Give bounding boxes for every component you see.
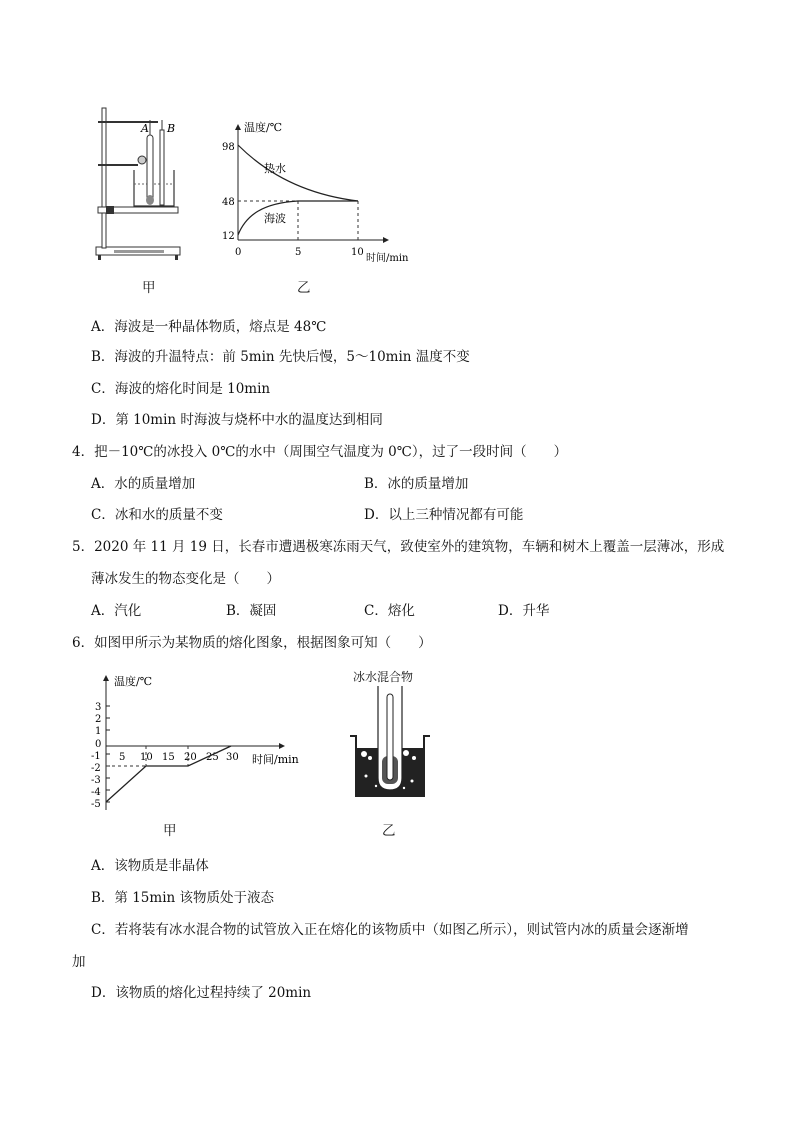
- y-tick-neg2: -2: [91, 763, 101, 774]
- x-axis-label: 时间/min: [366, 253, 409, 264]
- q6-beaker-caption: 乙: [382, 823, 396, 839]
- apparatus-caption: 甲: [142, 280, 156, 296]
- q4-stem: 4．把－10℃的冰投入 0℃的水中（周围空气温度为 0℃），过了一段时间（ ）: [72, 444, 568, 460]
- hypo-label: 海波: [264, 212, 286, 225]
- q4-option-d: D．以上三种情况都有可能: [364, 507, 524, 523]
- q6-beaker-figure: [346, 686, 436, 811]
- y-tick-neg4: -4: [91, 787, 101, 798]
- x-axis-label: 时间/min: [252, 753, 299, 766]
- x-tick-5: 5: [295, 247, 302, 258]
- y-tick-0: 0: [95, 739, 102, 750]
- y-tick-neg5: -5: [91, 799, 101, 810]
- x-tick-10: 10: [351, 247, 364, 258]
- melting-graph: [88, 668, 318, 818]
- y-tick-3: 3: [95, 702, 102, 713]
- x-tick-15: 15: [162, 752, 175, 763]
- y-axis-label: 温度/℃: [114, 675, 153, 688]
- beaker-label: 冰水混合物: [353, 670, 414, 684]
- q6-stem: 6．如图甲所示为某物质的熔化图象，根据图象可知（ ）: [72, 635, 432, 651]
- label-a: A: [141, 122, 149, 135]
- hypo-curve: [238, 201, 358, 235]
- q6-option-a: A．该物质是非晶体: [91, 858, 209, 874]
- q6-option-c: C．若将装有冰水混合物的试管放入正在熔化的该物质中（如图乙所示），则试管内冰的质量会逐渐增: [91, 922, 689, 938]
- hot-water-curve: [238, 145, 358, 201]
- x-tick-20: 20: [184, 752, 197, 763]
- x-tick-5: 5: [119, 752, 126, 763]
- hot-water-label: 热水: [264, 162, 286, 175]
- q5-option-a: A．汽化: [91, 603, 142, 619]
- x-tick-25: 25: [206, 752, 219, 763]
- q5-stem-line2: 薄冰发生的物态变化是（ ）: [91, 571, 280, 587]
- q6-option-c-cont: 加: [72, 954, 86, 970]
- heating-graph: [218, 115, 418, 270]
- apparatus-drawing: [88, 100, 198, 290]
- q6-option-d: D．该物质的熔化过程持续了 20min: [91, 985, 312, 1001]
- y-tick-neg1: -1: [91, 751, 101, 762]
- q5-option-b: B．凝固: [226, 603, 277, 619]
- y-tick-neg3: -3: [91, 775, 101, 786]
- q5-option-d: D．升华: [498, 603, 550, 619]
- q3-option-b: B．海波的升温特点：前 5min 先快后慢，5～10min 温度不变: [91, 349, 470, 365]
- q3-option-d: D．第 10min 时海波与烧杯中水的温度达到相同: [91, 412, 383, 428]
- y-tick-2: 2: [95, 714, 102, 725]
- q6-option-b: B．第 15min 该物质处于液态: [91, 890, 274, 906]
- x-tick-30: 30: [226, 752, 239, 763]
- x-tick-10: 10: [140, 752, 153, 763]
- x-tick-0: 0: [235, 247, 242, 258]
- q6-graph-caption: 甲: [163, 823, 177, 839]
- y-tick-48: 48: [222, 197, 235, 208]
- y-axis-label: 温度/℃: [244, 121, 283, 134]
- q3-option-a: A．海波是一种晶体物质，熔点是 48℃: [91, 319, 327, 335]
- q5-option-c: C．熔化: [364, 603, 415, 619]
- q6-graph-figure: [88, 668, 318, 818]
- graph-caption: 乙: [297, 280, 311, 296]
- q3-option-c: C．海波的熔化时间是 10min: [91, 381, 271, 397]
- y-tick-12: 12: [222, 231, 235, 242]
- label-b: B: [167, 122, 176, 135]
- q3-graph-figure: [218, 115, 418, 270]
- q4-option-c: C．冰和水的质量不变: [91, 507, 223, 523]
- y-tick-1: 1: [95, 726, 102, 737]
- q4-option-b: B．冰的质量增加: [364, 476, 469, 492]
- y-tick-98: 98: [222, 142, 235, 153]
- beaker-drawing: [346, 686, 436, 811]
- q3-apparatus-figure: [88, 100, 198, 290]
- q5-stem-line1: 5．2020 年 11 月 19 日，长春市遭遇极寒冻雨天气，致使室外的建筑物，车辆和树木上覆盖一层薄冰，形成: [72, 539, 725, 555]
- q4-option-a: A．水的质量增加: [91, 476, 196, 492]
